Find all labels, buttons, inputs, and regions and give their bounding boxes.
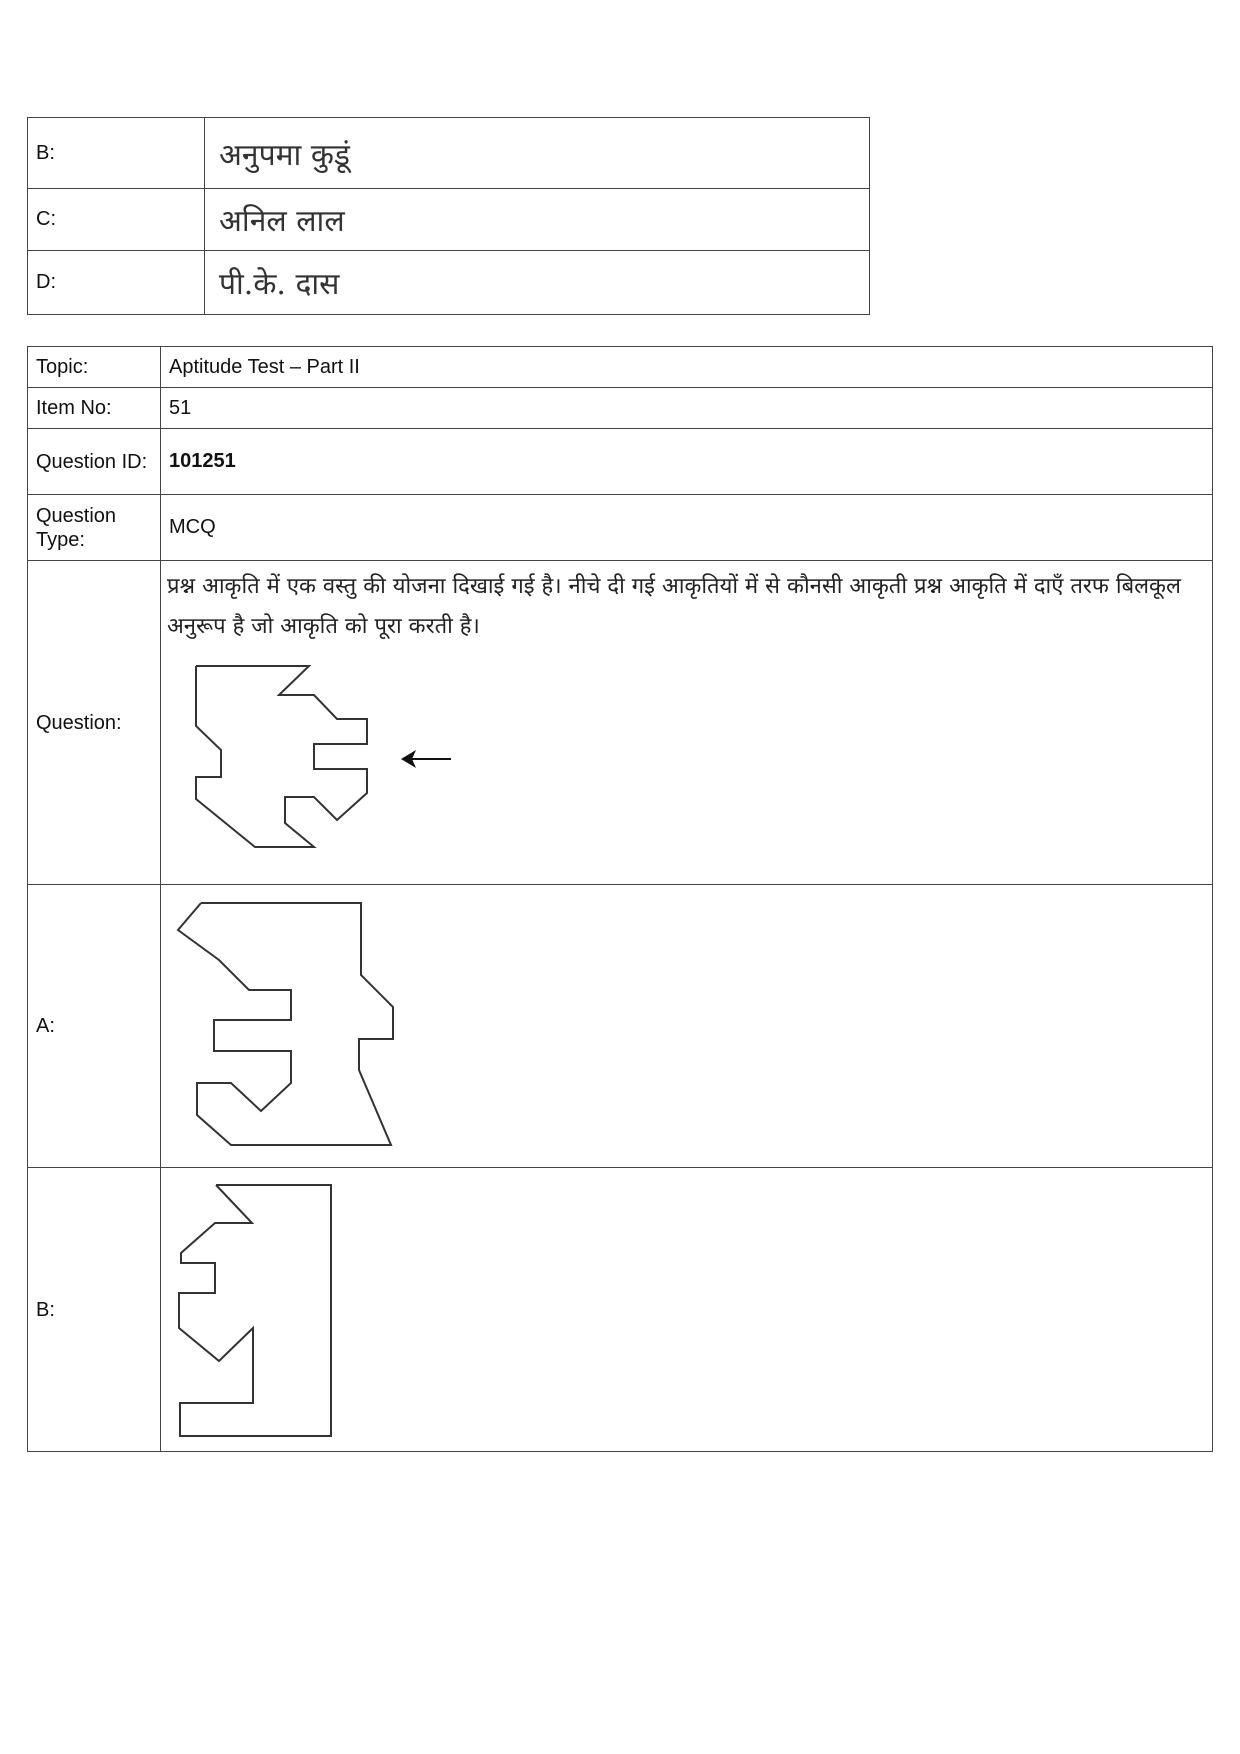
prev-option-row-c (28, 189, 870, 251)
topic-value: Aptitude Test – Part II (161, 347, 1213, 388)
option-b-row (28, 1168, 1213, 1452)
item-no-label: Item No: (28, 388, 161, 429)
prev-option-label: C: (28, 189, 205, 251)
prev-option-value: अनुपमा कुडूं (205, 118, 870, 189)
question-text: प्रश्न आकृति में एक वस्तु की योजना दिखाई गई है। नीचे दी गई आकृतियों में से कौनसी आकृती प्रश्न आकृति में दाएँ तरफ बिलकूल अनुरूप है जो आकृति को पूरा करती है। (167, 574, 1181, 639)
item-no-row (28, 388, 1213, 429)
prev-option-label: B: (28, 118, 205, 189)
topic-row (28, 347, 1213, 388)
option-a-label: A: (28, 885, 161, 1168)
prev-option-value: पी.के. दास (205, 251, 870, 315)
prev-option-row-d (28, 251, 870, 315)
prev-option-label: D: (28, 251, 205, 315)
option-b-figure (161, 1168, 361, 1438)
option-a-shape (178, 903, 393, 1145)
question-type-label: Question Type: (28, 495, 161, 561)
option-b-cell (161, 1168, 1213, 1452)
question-id-row (28, 429, 1213, 495)
option-b-label: B: (28, 1168, 161, 1452)
question-row (28, 561, 1213, 885)
question-figure (161, 647, 461, 857)
question-type-value: MCQ (161, 495, 1213, 561)
question-id-value: 101251 (161, 429, 1213, 495)
question-type-row (28, 495, 1213, 561)
option-a-figure (161, 885, 421, 1155)
option-a-cell (161, 885, 1213, 1168)
topic-label: Topic: (28, 347, 161, 388)
prev-option-value: अनिल लाल (205, 189, 870, 251)
option-b-shape (179, 1185, 331, 1436)
question-label: Question: (28, 561, 161, 885)
question-shape (196, 666, 367, 847)
question-table (27, 346, 1213, 1452)
prev-option-row-b (28, 118, 870, 189)
question-cell (161, 561, 1213, 885)
question-id-label: Question ID: (28, 429, 161, 495)
item-no-value: 51 (161, 388, 1213, 429)
prev-options-table (27, 117, 870, 315)
option-a-row (28, 885, 1213, 1168)
